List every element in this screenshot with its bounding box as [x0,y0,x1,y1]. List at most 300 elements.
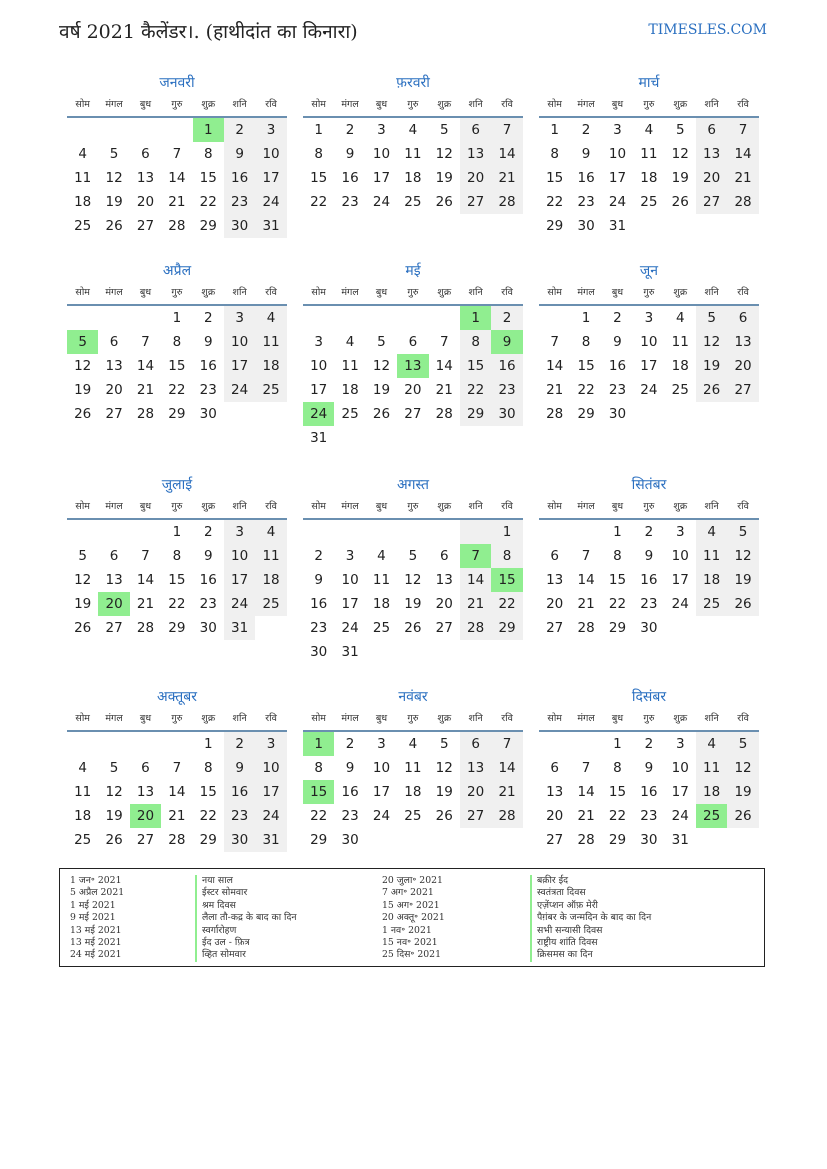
day-cell: 13 [435,572,453,588]
day-cell: 11 [341,358,359,374]
day-cell: 2 [224,118,255,142]
weekday-label: सोम [311,287,326,298]
weekday-label: रवि [265,713,277,724]
month-block [539,684,759,852]
day-cell: 27 [136,832,155,848]
day-cell: 20 [98,592,129,616]
empty-cell [429,520,460,544]
weekday-label: शनि [232,501,247,512]
legend-entry: 9 मई 2021 [70,912,116,924]
day-cell: 24 [341,620,359,636]
day-cell: 23 [341,808,359,824]
day-cell: 30 [341,832,359,848]
day-cell: 26 [404,620,422,636]
weekday-label: रवि [737,501,749,512]
day-cell: 2 [581,122,591,138]
day-cell: 27 [435,620,453,636]
day-cell: 12 [105,784,123,800]
day-grid [303,732,523,852]
day-cell: 21 [727,166,758,190]
day-cell: 1 [172,524,182,540]
weekday-label: शुक्र [201,287,216,298]
day-cell: 19 [727,780,758,804]
day-cell: 30 [310,644,328,660]
day-cell: 12 [105,170,123,186]
day-cell: 6 [109,548,119,564]
day-cell: 11 [696,756,727,780]
weekday-header [303,284,523,306]
day-cell: 26 [74,406,92,422]
day-cell: 7 [172,760,182,776]
day-cell: 26 [435,808,453,824]
day-cell: 26 [696,378,727,402]
day-cell: 3 [675,736,685,752]
empty-cell [460,828,491,852]
day-cell: 25 [404,808,422,824]
weekday-label: गुरु [407,287,419,298]
day-cell: 17 [224,354,255,378]
day-cell: 2 [314,548,323,564]
empty-cell [539,732,570,756]
day-cell: 7 [439,334,449,350]
month-block [67,70,287,238]
day-cell: 29 [608,620,627,636]
weekday-label: शुक्र [201,99,216,110]
day-cell: 23 [491,378,522,402]
day-cell: 1 [491,520,522,544]
month-block [539,258,759,426]
month-block [303,472,523,664]
day-cell: 4 [675,310,685,326]
weekday-label: गुरु [171,501,183,512]
day-cell: 27 [105,620,123,636]
weekday-label: गुरु [407,713,419,724]
day-cell: 12 [74,358,92,374]
day-cell: 25 [341,406,359,422]
day-cell: 7 [491,118,522,142]
day-cell: 19 [372,382,391,398]
day-cell: 28 [168,218,186,234]
day-cell: 6 [550,760,559,776]
day-cell: 27 [105,406,123,422]
day-cell: 28 [577,620,595,636]
day-cell: 17 [224,568,255,592]
day-cell: 25 [255,592,286,616]
empty-cell [67,118,98,142]
weekday-label: बुध [611,501,624,512]
weekday-header [539,498,759,520]
day-cell: 12 [74,572,92,588]
day-cell: 25 [255,378,286,402]
weekday-label: गुरु [643,99,655,110]
day-cell: 28 [577,832,595,848]
day-cell: 3 [224,520,255,544]
day-cell: 18 [696,780,727,804]
day-cell: 23 [341,194,359,210]
day-cell: 17 [671,784,689,800]
weekday-label: शुक्र [673,287,688,298]
day-cell: 21 [168,194,186,210]
day-cell: 17 [255,166,286,190]
day-cell: 7 [727,118,758,142]
day-cell: 13 [105,358,123,374]
month-name: अप्रैल [162,263,192,279]
day-cell: 23 [310,620,328,636]
day-cell: 16 [199,572,217,588]
day-cell: 8 [550,146,559,162]
weekday-label: बुध [611,713,624,724]
weekday-label: गुरु [171,287,183,298]
day-cell: 4 [696,520,727,544]
weekday-label: मंगल [341,501,359,512]
day-cell: 31 [255,828,286,852]
day-cell: 13 [727,330,758,354]
day-cell: 14 [491,756,522,780]
day-cell: 28 [546,406,564,422]
day-cell: 26 [727,592,758,616]
empty-cell [98,306,129,330]
day-cell: 7 [491,732,522,756]
empty-cell [727,828,758,852]
day-cell: 4 [345,334,355,350]
empty-cell [429,426,460,450]
day-cell: 19 [435,784,453,800]
weekday-label: मंगल [577,713,595,724]
day-cell: 25 [696,592,727,616]
day-cell: 19 [727,568,758,592]
day-cell: 18 [255,354,286,378]
day-cell: 11 [404,760,422,776]
month-name: अक्तूबर [157,689,197,705]
day-cell: 16 [640,784,658,800]
weekday-header [303,710,523,732]
day-cell: 22 [168,596,186,612]
day-cell: 2 [345,736,355,752]
day-cell: 27 [460,804,491,828]
day-cell: 19 [105,194,123,210]
day-cell: 19 [671,170,689,186]
day-cell: 18 [404,170,422,186]
weekday-label: सोम [75,501,90,512]
weekday-label: रवि [501,99,513,110]
weekday-header [67,284,287,306]
day-cell: 15 [608,784,627,800]
empty-cell [366,306,397,330]
day-cell: 13 [136,784,155,800]
day-cell: 14 [727,142,758,166]
day-cell: 1 [172,310,182,326]
weekday-label: शनि [704,501,719,512]
weekday-label: शनि [468,99,483,110]
day-cell: 1 [550,122,559,138]
day-grid [67,520,287,640]
day-cell: 16 [199,358,217,374]
weekday-label: सोम [311,501,326,512]
empty-cell [366,640,397,664]
day-cell: 19 [105,808,123,824]
day-cell: 11 [671,334,689,350]
day-cell: 30 [640,832,658,848]
day-cell: 17 [372,170,391,186]
day-cell: 21 [435,382,453,398]
day-cell: 14 [546,358,564,374]
month-name: नवंबर [398,689,428,705]
day-cell: 5 [727,732,758,756]
weekday-label: सोम [547,99,562,110]
weekday-label: सोम [311,99,326,110]
day-cell: 23 [224,804,255,828]
day-cell: 3 [255,118,286,142]
day-cell: 26 [74,620,92,636]
day-cell: 25 [74,832,92,848]
day-cell: 4 [78,760,87,776]
day-cell: 24 [255,804,286,828]
day-cell: 21 [577,596,595,612]
empty-cell [130,520,161,544]
day-cell: 7 [141,334,150,350]
day-cell: 22 [577,382,595,398]
empty-cell [665,402,696,426]
day-cell: 14 [491,142,522,166]
day-cell: 24 [224,378,255,402]
day-cell: 17 [341,596,359,612]
weekday-label: गुरु [643,713,655,724]
weekday-label: रवि [265,287,277,298]
legend-entry: बक़ीर ईद [537,875,569,886]
day-cell: 30 [199,620,217,636]
day-cell: 7 [141,548,150,564]
month-block [67,472,287,640]
weekday-label: रवि [501,287,513,298]
day-cell: 10 [310,358,328,374]
day-cell: 9 [224,142,255,166]
day-cell: 20 [460,780,491,804]
day-cell: 4 [696,732,727,756]
day-cell: 11 [74,784,92,800]
day-cell: 11 [696,544,727,568]
weekday-label: रवि [265,99,277,110]
empty-cell [539,520,570,544]
day-cell: 4 [255,306,286,330]
day-cell: 25 [372,620,391,636]
day-cell: 13 [460,756,491,780]
legend-entry: एज़ेंप्शन ऑफ़ मेरी [537,899,598,911]
day-cell: 7 [460,544,491,568]
day-cell: 1 [460,306,491,330]
day-cell: 22 [199,808,217,824]
legend-dates-col1 [70,875,124,962]
day-cell: 2 [203,310,213,326]
empty-cell [491,828,522,852]
weekday-label: रवि [737,287,749,298]
weekday-label: सोम [75,713,90,724]
day-cell: 20 [727,354,758,378]
day-cell: 22 [199,194,217,210]
empty-cell [366,426,397,450]
month-name: मई [405,263,421,279]
legend-entry: स्वर्गारोहण [202,924,237,936]
day-cell: 1 [303,732,334,756]
day-cell: 6 [141,146,150,162]
day-cell: 9 [314,572,323,588]
day-cell: 2 [224,732,255,756]
day-cell: 15 [310,170,328,186]
empty-cell [98,118,129,142]
weekday-label: बुध [375,501,388,512]
day-cell: 25 [671,382,689,398]
day-cell: 30 [577,218,595,234]
weekday-label: बुध [611,287,624,298]
day-cell: 8 [581,334,591,350]
day-cell: 3 [377,736,386,752]
day-cell: 12 [696,330,727,354]
day-cell: 22 [608,808,627,824]
day-cell: 9 [491,330,522,354]
weekday-label: बुध [611,99,624,110]
weekday-label: गुरु [171,713,183,724]
weekday-label: मंगल [577,99,595,110]
holiday-legend [59,868,765,967]
day-cell: 27 [404,406,422,422]
day-cell: 30 [224,828,255,852]
day-cell: 3 [314,334,323,350]
day-cell: 18 [341,382,359,398]
legend-entry: 25 दिस॰ 2021 [382,949,441,961]
day-grid [303,118,523,214]
weekday-label: बुध [139,287,152,298]
day-cell: 28 [168,832,186,848]
weekday-label: बुध [139,713,152,724]
day-cell: 21 [136,382,155,398]
day-cell: 21 [491,780,522,804]
weekday-label: बुध [375,287,388,298]
day-cell: 16 [608,358,627,374]
day-cell: 28 [491,190,522,214]
day-cell: 4 [408,736,418,752]
empty-cell [570,732,601,756]
legend-entry: 24 मई 2021 [70,949,122,961]
day-cell: 6 [439,548,449,564]
day-cell: 1 [613,736,622,752]
day-cell: 29 [460,402,491,426]
legend-entry: 15 नव॰ 2021 [382,937,438,949]
weekday-header [67,710,287,732]
legend-entry: 15 अग॰ 2021 [382,899,440,911]
day-cell: 8 [172,334,182,350]
empty-cell [429,306,460,330]
empty-cell [397,306,428,330]
month-name: जुलाई [161,477,193,493]
legend-names-col1 [195,875,297,962]
day-cell: 24 [372,808,391,824]
legend-entry: 20 अक्तू॰ 2021 [382,912,445,924]
day-cell: 2 [644,524,654,540]
legend-entry: श्रम दिवस [202,899,236,911]
weekday-label: बुध [375,713,388,724]
day-cell: 3 [613,122,622,138]
day-grid [303,306,523,450]
day-cell: 9 [581,146,591,162]
day-cell: 19 [696,354,727,378]
empty-cell [67,306,98,330]
empty-cell [696,214,727,238]
day-cell: 27 [696,190,727,214]
empty-cell [334,426,365,450]
day-cell: 12 [435,146,453,162]
day-cell: 18 [671,358,689,374]
empty-cell [130,306,161,330]
day-cell: 16 [640,572,658,588]
day-cell: 5 [109,760,119,776]
legend-entry: क्रिसमस का दिन [537,949,593,961]
day-cell: 8 [613,760,622,776]
legend-entry: राष्ट्रीय शांति दिवस [537,937,598,949]
day-cell: 9 [613,334,622,350]
weekday-label: शनि [232,713,247,724]
day-cell: 5 [408,548,418,564]
weekday-label: बुध [139,99,152,110]
weekday-label: मंगल [105,713,123,724]
day-cell: 4 [377,548,386,564]
weekday-label: गुरु [643,287,655,298]
weekday-label: गुरु [643,501,655,512]
day-cell: 9 [224,756,255,780]
day-cell: 13 [136,170,155,186]
weekday-header [67,96,287,118]
day-cell: 12 [404,572,422,588]
day-cell: 9 [345,146,355,162]
day-cell: 27 [546,620,564,636]
day-cell: 20 [435,596,453,612]
day-cell: 1 [193,118,224,142]
day-cell: 5 [78,548,87,564]
day-cell: 5 [377,334,386,350]
weekday-label: शुक्र [437,713,452,724]
day-cell: 20 [546,596,564,612]
day-cell: 17 [372,784,391,800]
weekday-label: शुक्र [673,501,688,512]
month-block [67,684,287,852]
day-cell: 20 [460,166,491,190]
weekday-label: मंगल [577,287,595,298]
day-cell: 21 [546,382,564,398]
day-cell: 8 [314,760,323,776]
weekday-label: बुध [139,501,152,512]
empty-cell [130,732,161,756]
day-cell: 22 [310,194,328,210]
site-link[interactable]: TIMESLES.COM [648,22,767,38]
day-cell: 6 [550,548,559,564]
day-cell: 5 [696,306,727,330]
day-cell: 17 [608,170,627,186]
day-cell: 7 [581,760,591,776]
empty-cell [665,214,696,238]
day-cell: 5 [67,330,98,354]
empty-cell [303,520,334,544]
weekday-label: सोम [311,713,326,724]
day-cell: 2 [644,736,654,752]
day-cell: 13 [546,784,564,800]
day-cell: 26 [372,406,391,422]
empty-cell [727,616,758,640]
day-cell: 11 [404,146,422,162]
empty-cell [727,214,758,238]
day-cell: 24 [255,190,286,214]
empty-cell [397,828,428,852]
day-cell: 17 [310,382,328,398]
weekday-label: शनि [468,501,483,512]
page-title: वर्ष 2021 कैलेंडर।. (हाथीदांत का किनारा) [59,21,358,43]
